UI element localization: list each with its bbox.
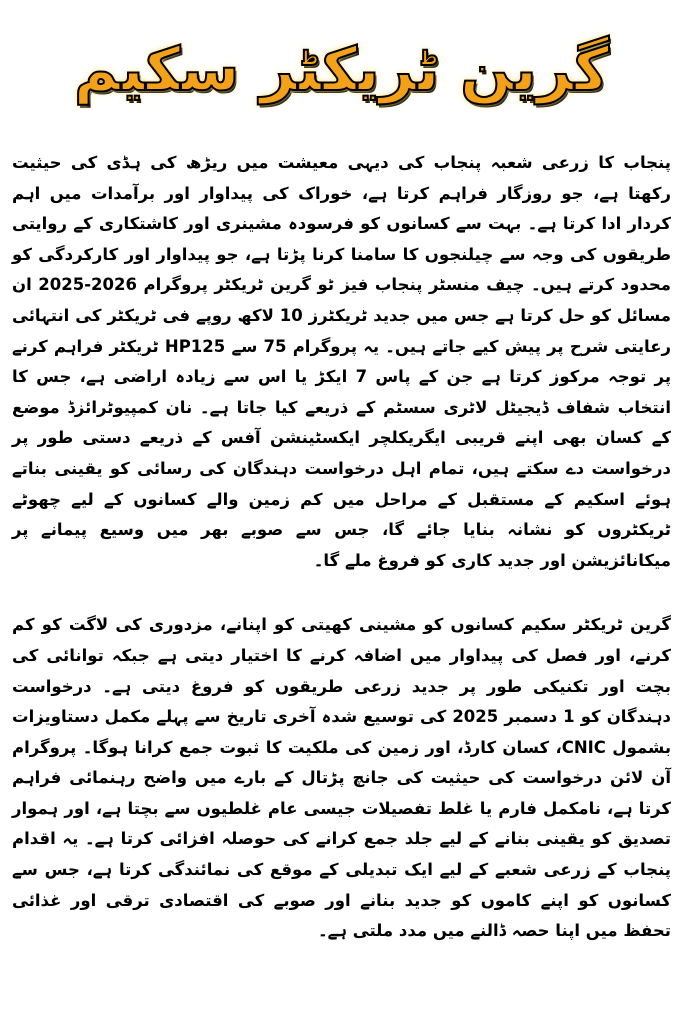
paragraph-spacer <box>12 576 671 610</box>
paragraph-1: پنجاب کا زرعی شعبہ پنجاب کی دیہی معیشت میں ریڑھ کی ہڈی کی حیثیت رکھتا ہے، جو روزگار فراہم کرتا ہے، خوراک کی پیداوار اور برآمدات میں اہم کردار ادا کرتا ہے۔ بہت سے کسانوں کو فرسودہ مشینری اور کاشتکاری کے روایتی طریقوں کی وجہ سے چیلنجوں کا سامنا کرنا پڑتا ہے، جو پیداوار اور کارکردگی کو محدود کرتے ہیں۔ چیف منسٹر پنجاب فیز ٹو گرین ٹریکٹر پروگرام 2026-2025 ان مسائل کو حل کرتا ہے جس میں جدید ٹریکٹرز 10 لاکھ روپے فی ٹریکٹر کی انتہائی رعایتی شرح پر پیش کیے جاتے ہیں۔ یہ پروگرام 75 سے HP125 ٹریکٹر فراہم کرنے پر توجہ مرکوز کرتا ہے جن کے پاس 7 ایکڑ یا اس سے زیادہ اراضی ہے، جس کا انتخاب شفاف ڈیجیٹل لاٹری سسٹم کے ذریعے کیا جاتا ہے۔ نان کمپیوٹرائزڈ موضع کے کسان بھی اپنے قریبی ایگریکلچر ایکسٹینشن آفس کے ذریعے دستی طور پر درخواست دے سکتے ہیں، تمام اہل درخواست دہندگان کی رسائی کو یقینی بناتے ہوئے اسکیم کے مستقبل کے مراحل میں کم زمین والے کسانوں کے لیے چھوٹے ٹریکٹروں کو نشانہ بنایا جائے گا، جس سے صوبے بھر میں وسیع پیمانے پر میکانائزیشن اور جدید کاری کو فروغ ملے گا۔ <box>12 153 672 570</box>
page-title: گرین ٹریکٹر سکیم <box>73 35 610 105</box>
article-body <box>12 148 671 947</box>
headline-banner <box>0 14 683 126</box>
paragraph-2: گرین ٹریکٹر سکیم کسانوں کو مشینی کھیتی کو اپنانے، مزدوری کی لاگت کو کم کرنے، اور فصل کی پیداوار میں اضافہ کرنے کا اختیار دیتی ہے جبکہ توانائی کی بچت اور تکنیکی طور پر جدید زرعی طریقوں کو فروغ دیتی ہے۔ درخواست دہندگان کو 1 دسمبر 2025 کی توسیع شدہ آخری تاریخ سے پہلے مکمل دستاویزات بشمول CNIC، کسان کارڈ، اور زمین کی ملکیت کا ثبوت جمع کرانا ہوگا۔ پروگرام آن لائن درخواست کی حیثیت کی جانچ پڑتال کے بارے میں واضح رہنمائی فراہم کرتا ہے، نامکمل فارم یا غلط تفصیلات جیسی عام غلطیوں سے بچتا ہے، اور ہموار تصدیق کو یقینی بنانے کے لیے جلد جمع کرانے کی حوصلہ افزائی کرتا ہے۔ یہ اقدام پنجاب کے زرعی شعبے کے لیے ایک تبدیلی کے موقع کی نمائندگی کرتا ہے، جس سے کسانوں کو اپنے کاموں کو جدید بنانے اور صوبے کی اقتصادی ترقی اور غذائی تحفظ میں اپنا حصہ ڈالنے میں مدد ملتی ہے۔ <box>12 615 672 941</box>
